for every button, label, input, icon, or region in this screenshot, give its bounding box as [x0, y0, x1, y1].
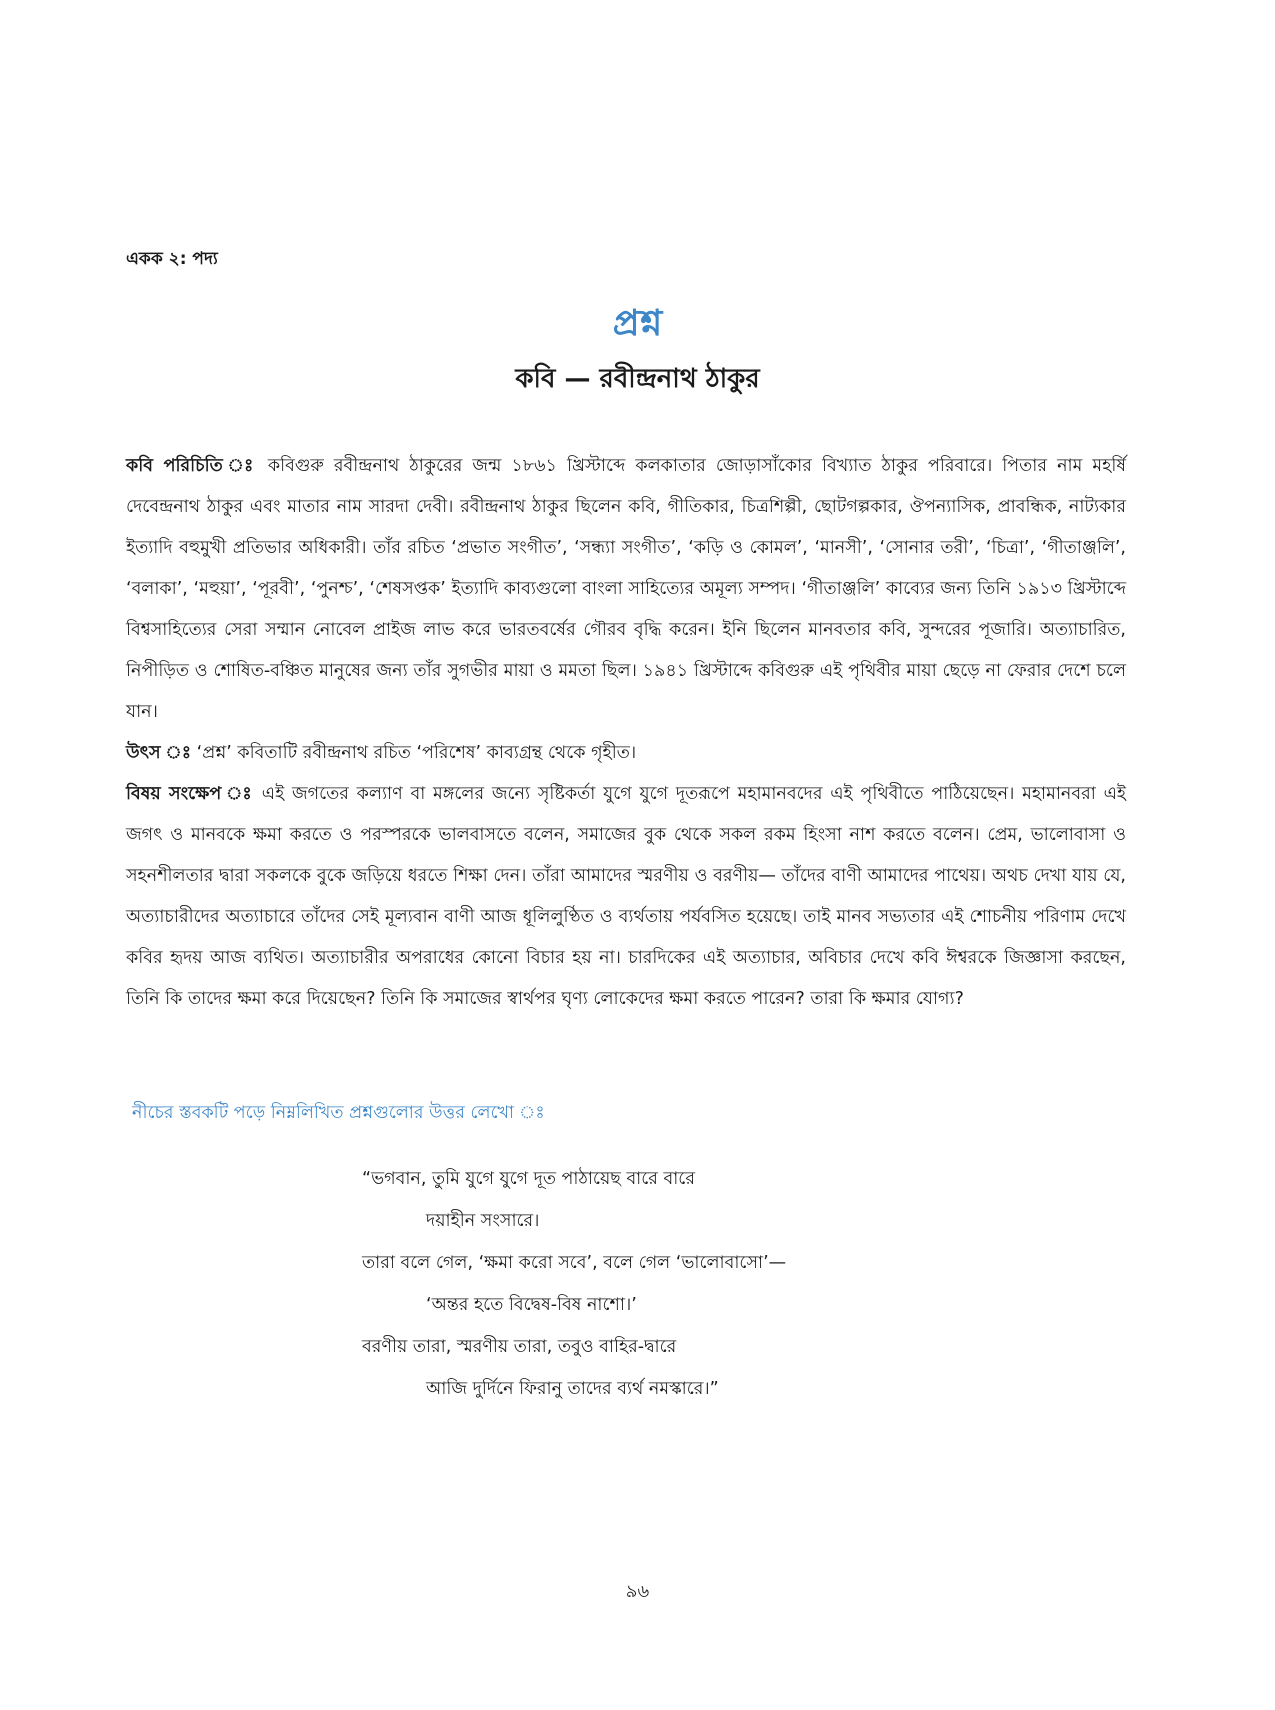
summary-paragraph: [126, 774, 1126, 1020]
stanza-line: বরণীয় তারা, স্মরণীয় তারা, তবুও বাহির-দ্বারে: [362, 1337, 677, 1357]
source-paragraph: [126, 733, 1126, 774]
stanza-line: তারা বলে গেল, ‘ক্ষমা করো সবে’, বলে গেল ‘ভালোবাসো’—: [362, 1253, 787, 1273]
stanza-line: আজি দুর্দিনে ফিরানু তাদের ব্যর্থ নমস্কারে।”: [426, 1379, 719, 1399]
source-text: ‘প্রশ্ন’ কবিতাটি রবীন্দ্রনাথ রচিত ‘পরিশেষ’ কাব্যগ্রন্থ থেকে গৃহীত।: [191, 743, 637, 763]
body-text: [126, 446, 1126, 1020]
summary-text: এই জগতের কল্যাণ বা মঙ্গলের জন্যে সৃষ্টিকর্তা যুগে যুগে দূতরূপে মহামানবদের এই পৃথিবীতে পাঠিয়েছেন। মহামানবরা এই জগৎ ও মানবকে ক্ষমা করতে ও পরস্পরকে ভালবাসতে বলেন, সমাজের বুক থেকে সকল রকম হিংসা নাশ করতে বলেন। প্রেম, ভালোবাসা ও সহনশীলতার দ্বারা সকলকে বুকে জড়িয়ে ধরতে শিক্ষা দেন। তাঁরা আমাদের স্মরণীয় ও বরণীয়— তাঁদের বাণী আমাদের পাথেয়। অথচ দেখা যায় যে, অত্যাচারীদের অত্যাচারে তাঁদের সেই মূল্যবান বাণী আজ ধূলিলুণ্ঠিত ও ব্যর্থতায় পর্যবসিত হয়েছে। তাই মানব সভ্যতার এই শোচনীয় পরিণাম দেখে কবির হৃদয় আজ ব্যথিত। অত্যাচারীর অপরাধের কোনো বিচার হয় না। চারদিকের এই অত্যাচার, অবিচার দেখে কবি ঈশ্বরকে জিজ্ঞাসা করছেন, তিনি কি তাদের ক্ষমা করে দিয়েছেন? তিনি কি সমাজের স্বার্থপর ঘৃণ্য লোকেদের ক্ষমা করতে পারেন? তারা কি ক্ষমার যোগ্য?: [126, 784, 1126, 1009]
instruction-text: নীচের স্তবকটি পড়ে নিম্নলিখিত প্রশ্নগুলোর উত্তর লেখো ঃ: [132, 1103, 545, 1123]
intro-label: কবি পরিচিতি ঃ: [126, 456, 258, 476]
intro-paragraph: [126, 446, 1126, 733]
poem-stanza: [362, 1158, 786, 1410]
stanza-line: ‘অন্তর হতে বিদ্বেষ-বিষ নাশো।’: [426, 1295, 637, 1315]
poet-line: কবি — রবীন্দ্রনাথ ঠাকুর: [515, 364, 760, 394]
stanza-line: দয়াহীন সংসারে।: [426, 1211, 540, 1231]
unit-label: একক ২: পদ্য: [126, 249, 218, 269]
source-label: উৎস ঃ: [126, 743, 192, 763]
intro-text: কবিগুরু রবীন্দ্রনাথ ঠাকুরের জন্ম ১৮৬১ খ্রিস্টাব্দে কলকাতার জোড়াসাঁকোর বিখ্যাত ঠাকুর পরিবারে। পিতার নাম মহর্ষি দেবেন্দ্রনাথ ঠাকুর এবং মাতার নাম সারদা দেবী। রবীন্দ্রনাথ ঠাকুর ছিলেন কবি, গীতিকার, চিত্রশিল্পী, ছোটগল্পকার, ঔপন্যাসিক, প্রাবন্ধিক, নাট্যকার ইত্যাদি বহুমুখী প্রতিভার অধিকারী। তাঁর রচিত ‘প্রভাত সংগীত’, ‘সন্ধ্যা সংগীত’, ‘কড়ি ও কোমল’, ‘মানসী’, ‘সোনার তরী’, ‘চিত্রা’, ‘গীতাঞ্জলি’, ‘বলাকা’, ‘মহুয়া’, ‘পূরবী’, ‘পুনশ্চ’, ‘শেষসপ্তক’ ইত্যাদি কাব্যগুলো বাংলা সাহিত্যের অমূল্য সম্পদ। ‘গীতাঞ্জলি’ কাব্যের জন্য তিনি ১৯১৩ খ্রিস্টাব্দে বিশ্বসাহিত্যের সেরা সম্মান নোবেল প্রাইজ লাভ করে ভারতবর্ষের গৌরব বৃদ্ধি করেন। ইনি ছিলেন মানবতার কবি, সুন্দরের পূজারি। অত্যাচারিত, নিপীড়িত ও শোষিত-বঞ্চিত মানুষের জন্য তাঁর সুগভীর মায়া ও মমতা ছিল। ১৯৪১ খ্রিস্টাব্দে কবিগুরু এই পৃথিবীর মায়া ছেড়ে না ফেরার দেশে চলে যান।: [126, 456, 1126, 722]
stanza-line: “ভগবান, তুমি যুগে যুগে দূত পাঠায়েছ বারে বারে: [362, 1169, 695, 1189]
summary-label: বিষয় সংক্ষেপ ঃ: [126, 784, 254, 804]
page-number: ৯৬: [625, 1581, 650, 1602]
poem-title: প্রশ্ন: [612, 303, 663, 344]
